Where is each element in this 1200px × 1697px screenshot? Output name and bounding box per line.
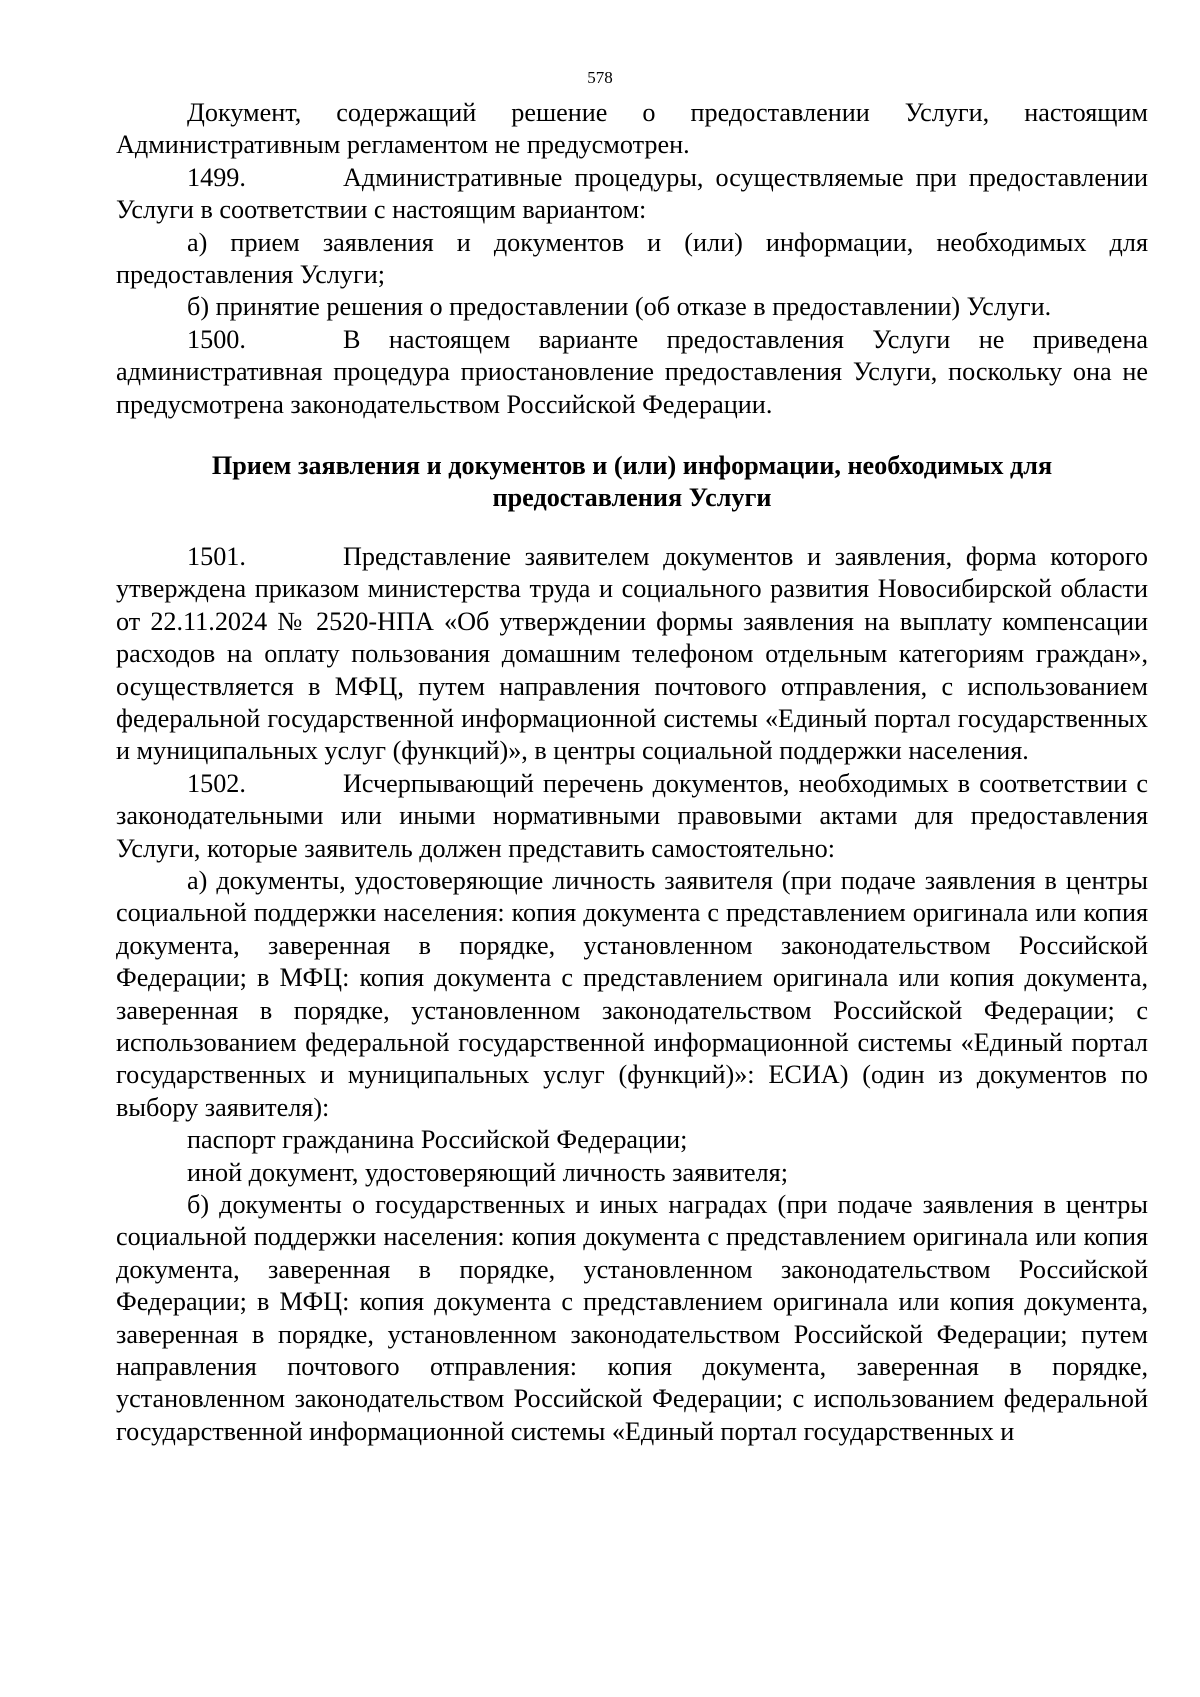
section-heading bbox=[116, 450, 1148, 515]
clause-number-1502: 1502. bbox=[187, 768, 246, 798]
clause-text-1500: В настоящем варианте предоставления Услуги не приведена административная процедура приостановление предоставления Услуги, поскольку она не предусмотрена законодательством Российской Федерации. bbox=[116, 324, 1148, 419]
clause-text-1502: Исчерпывающий перечень документов, необходимых в соответствии с законодательными или иными нормативными правовыми актами для предоставления Услуги, которые заявитель должен представить самостоятельно: bbox=[116, 768, 1148, 863]
paragraph-1502-b: б) документы о государственных и иных наградах (при подаче заявления в центры социальной поддержки населения: копия документа с представлением оригинала или копия документа, заверенная в порядке, установленном законодательством Российской Федерации; в МФЦ: копия документа с представлением оригинала или копия документа, заверенная в порядке, установленном законодательством Российской Федерации; путем направления почтового отправления: копия документа, заверенная в порядке, установленном законодательством Российской Федерации; с использованием федеральной государственной информационной системы «Единый портал государственных и bbox=[116, 1190, 1148, 1446]
list-item-passport: паспорт гражданина Российской Федерации; bbox=[187, 1125, 688, 1155]
document-body bbox=[116, 97, 1148, 1448]
paragraph-1499-b: б) принятие решения о предоставлении (об отказе в предоставлении) Услуги. bbox=[187, 292, 1052, 322]
section-heading-line-1: Прием заявления и документов и (или) информации, необходимых для bbox=[211, 451, 1053, 481]
paragraph-1499-a: а) прием заявления и документов и (или) информации, необходимых для предоставления Услуги; bbox=[116, 227, 1148, 290]
paragraph-1502 bbox=[116, 768, 1148, 865]
paragraph-1499 bbox=[116, 162, 1148, 227]
paragraph-1501 bbox=[116, 541, 1148, 768]
list-item-other-id: иной документ, удостоверяющий личность заявителя; bbox=[187, 1157, 789, 1187]
paragraph-1502-a: а) документы, удостоверяющие личность заявителя (при подаче заявления в центры социальной поддержки населения: копия документа с представлением оригинала или копия документа, заверенная в порядке, установленном законодательством Российской Федерации; в МФЦ: копия документа с представлением оригинала или копия документа, заверенная в порядке, установленном законодательством Российской Федерации; с использованием федеральной государственной информационной системы «Единый портал государственных и муниципальных услуг (функций)»: ЕСИА) (один из документов по выбору заявителя): bbox=[116, 865, 1148, 1122]
paragraph-1500 bbox=[116, 324, 1148, 421]
clause-number-1499: 1499. bbox=[187, 162, 246, 192]
section-heading-line-2: предоставления Услуги bbox=[492, 483, 772, 513]
clause-number-1500: 1500. bbox=[187, 324, 246, 354]
clause-text-1501: Представление заявителем документов и заявления, форма которого утверждена приказом министерства труда и социального развития Новосибирской области от 22.11.2024 № 2520-НПА «Об утверждении формы заявления на выплату компенсации расходов на оплату пользования домашним телефоном отдельным категориям граждан», осуществляется в МФЦ, путем направления почтового отправления, с использованием федеральной государственной информационной системы «Единый портал государственных и муниципальных услуг (функций)», в центры социальной поддержки населения. bbox=[116, 541, 1148, 766]
paragraph-decision-document: Документ, содержащий решение о предоставлении Услуги, настоящим Административным регламентом не предусмотрен. bbox=[116, 98, 1148, 160]
clause-number-1501: 1501. bbox=[187, 541, 246, 571]
clause-text-1499: Административные процедуры, осуществляемые при предоставлении Услуги в соответствии с настоящим вариантом: bbox=[116, 162, 1148, 225]
page-number: 578 bbox=[587, 68, 613, 87]
